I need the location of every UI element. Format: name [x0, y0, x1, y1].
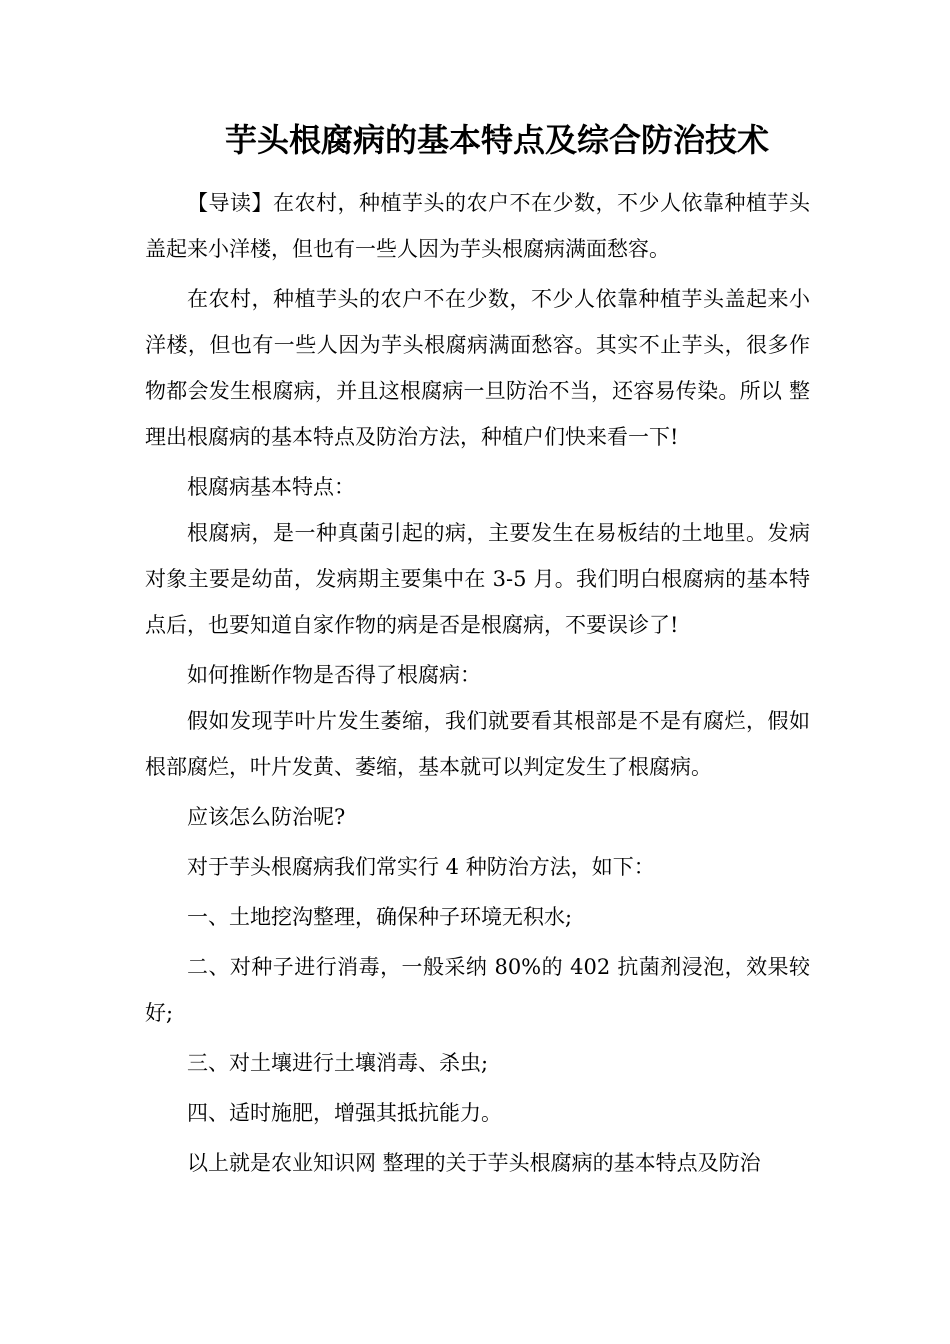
document-title: 芋头根腐病的基本特点及综合防治技术 — [225, 121, 770, 159]
body-paragraph-background: 在农村，种植芋头的农户不在少数，不少人依靠种植芋头盖起来小洋楼，但也有一些人因为芋头根腐病满面愁容。其实不止芋头，很多作物都会发生根腐病，并且这根腐病一旦防治不当，还容易传染。所以 整理出根腐病的基本特点及防治方法，种植户们快来看一下! — [145, 287, 810, 449]
document-body — [145, 180, 810, 1186]
intro-paragraph: 【导读】在农村，种植芋头的农户不在少数，不少人依靠种植芋头盖起来小洋楼，但也有一些人因为芋头根腐病满面愁容。 — [145, 191, 810, 261]
body-paragraph-methods-intro: 对于芋头根腐病我们常实行 4 种防治方法，如下： — [187, 855, 655, 879]
section-heading-prevention: 应该怎么防治呢? — [187, 805, 346, 829]
body-paragraph-conclusion: 以上就是农业知识网 整理的关于芋头根腐病的基本特点及防治 — [187, 1151, 761, 1175]
section-heading-characteristics: 根腐病基本特点： — [187, 475, 355, 499]
section-heading-diagnosis: 如何推断作物是否得了根腐病： — [187, 663, 481, 687]
list-item-method-1: 一、土地挖沟整理，确保种子环境无积水; — [187, 905, 573, 929]
list-item-method-4: 四、适时施肥，增强其抵抗能力。 — [187, 1101, 502, 1125]
list-item-method-3: 三、对土壤进行土壤消毒、杀虫; — [187, 1051, 489, 1075]
body-paragraph-diagnosis: 假如发现芋叶片发生萎缩，我们就要看其根部是不是有腐烂，假如根部腐烂，叶片发黄、萎缩，基本就可以判定发生了根腐病。 — [145, 709, 810, 779]
body-paragraph-characteristics: 根腐病，是一种真菌引起的病，主要发生在易板结的土地里。发病对象主要是幼苗，发病期主要集中在 3-5 月。我们明白根腐病的基本特点后，也要知道自家作物的病是否是根腐病，不要误诊了! — [145, 521, 810, 637]
list-item-method-2: 二、对种子进行消毒，一般采纳 80%的 402 抗菌剂浸泡，效果较好; — [145, 955, 810, 1025]
